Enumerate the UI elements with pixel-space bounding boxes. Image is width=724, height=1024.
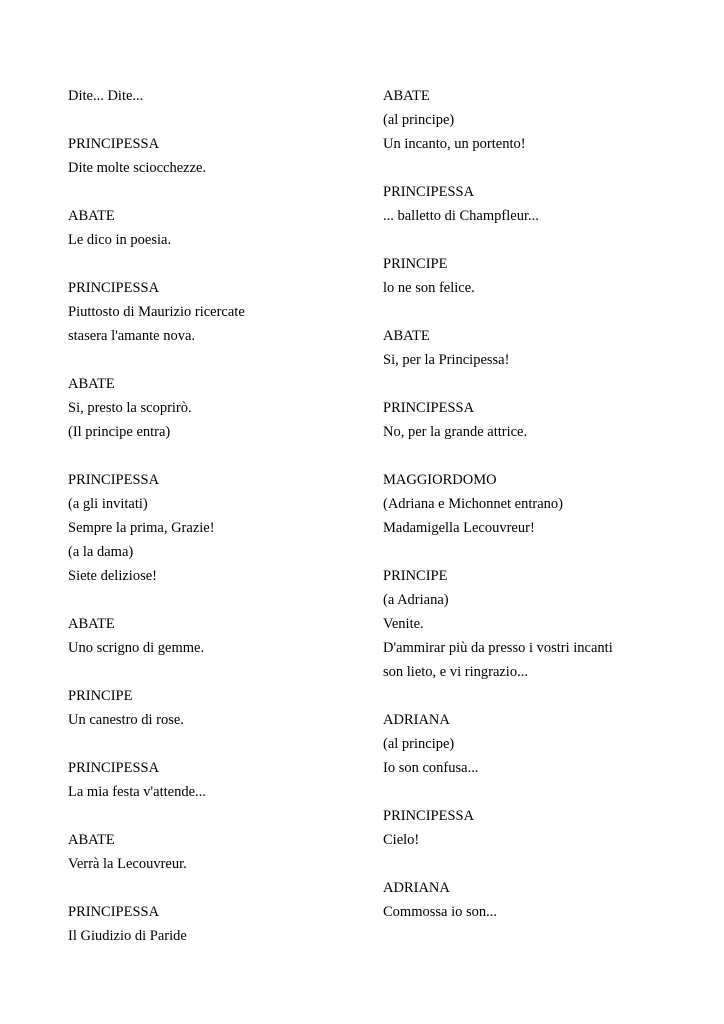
blank-line	[383, 156, 703, 180]
blank-line	[68, 180, 358, 204]
text-line: PRINCIPESSA	[383, 400, 475, 416]
text-line: ABATE	[383, 328, 430, 344]
text-line: (a la dama)	[68, 544, 134, 560]
text-line: ADRIANA	[383, 880, 450, 896]
text-line: ABATE	[68, 376, 115, 392]
text-line: PRINCIPESSA	[68, 280, 160, 296]
blank-line	[383, 300, 703, 324]
text-line: Madamigella Lecouvreur!	[383, 520, 535, 536]
blank-line	[68, 876, 358, 900]
text-line: Cielo!	[383, 832, 420, 848]
text-line: PRINCIPE	[383, 568, 448, 584]
text-line: La mia festa v'attende...	[68, 784, 206, 800]
text-line: Io son confusa...	[383, 760, 479, 776]
text-line: (Adriana e Michonnet entrano)	[383, 496, 563, 512]
text-line: Venite.	[383, 616, 424, 632]
text-line: stasera l'amante nova.	[68, 328, 196, 344]
text-line: lo ne son felice.	[383, 280, 475, 296]
text-line: MAGGIORDOMO	[383, 472, 497, 488]
text-line: ABATE	[383, 88, 430, 104]
text-line: PRINCIPESSA	[68, 904, 160, 920]
blank-line	[383, 684, 703, 708]
left-column	[68, 84, 358, 948]
text-line: PRINCIPESSA	[68, 472, 160, 488]
blank-line	[68, 660, 358, 684]
text-line: Uno scrigno di gemme.	[68, 640, 205, 656]
text-line: Si, per la Principessa!	[383, 352, 510, 368]
blank-line	[383, 852, 703, 876]
text-line: Un canestro di rose.	[68, 712, 184, 728]
text-line: Dite... Dite...	[68, 88, 144, 104]
text-line: ABATE	[68, 616, 115, 632]
text-line: Le dico in poesia.	[68, 232, 172, 248]
text-line: ABATE	[68, 832, 115, 848]
text-line: Si, presto la scoprirò.	[68, 400, 192, 416]
text-line: (a Adriana)	[383, 592, 449, 608]
blank-line	[383, 540, 703, 564]
blank-line	[68, 108, 358, 132]
text-line: (al principe)	[383, 112, 455, 128]
blank-line	[68, 252, 358, 276]
text-line: Siete deliziose!	[68, 568, 157, 584]
blank-line	[68, 732, 358, 756]
blank-line	[68, 444, 358, 468]
text-line: ... balletto di Champfleur...	[383, 208, 539, 224]
text-line: PRINCIPESSA	[383, 184, 475, 200]
text-line: PRINCIPE	[68, 688, 133, 704]
blank-line	[383, 444, 703, 468]
text-line: (Il principe entra)	[68, 424, 171, 440]
text-line: (a gli invitati)	[68, 496, 148, 512]
text-line: No, per la grande attrice.	[383, 424, 528, 440]
blank-line	[68, 588, 358, 612]
text-line: ABATE	[68, 208, 115, 224]
text-line: Sempre la prima, Grazie!	[68, 520, 215, 536]
blank-line	[68, 348, 358, 372]
text-line: PRINCIPE	[383, 256, 448, 272]
text-line: ADRIANA	[383, 712, 450, 728]
text-line: (al principe)	[383, 736, 455, 752]
text-line: Piuttosto di Maurizio ricercate	[68, 304, 245, 320]
text-line: son lieto, e vi ringrazio...	[383, 664, 528, 680]
text-line: PRINCIPESSA	[68, 136, 160, 152]
text-line: PRINCIPESSA	[383, 808, 475, 824]
text-line: Un incanto, un portento!	[383, 136, 526, 152]
text-line: PRINCIPESSA	[68, 760, 160, 776]
text-line: Commossa io son...	[383, 904, 497, 920]
text-line: D'ammirar più da presso i vostri incanti	[383, 640, 613, 656]
text-line: Il Giudizio di Paride	[68, 928, 187, 944]
text-line: Dite molte sciocchezze.	[68, 160, 207, 176]
right-column	[383, 84, 703, 924]
blank-line	[383, 228, 703, 252]
text-line: Verrà la Lecouvreur.	[68, 856, 187, 872]
blank-line	[383, 372, 703, 396]
blank-line	[68, 804, 358, 828]
blank-line	[383, 780, 703, 804]
